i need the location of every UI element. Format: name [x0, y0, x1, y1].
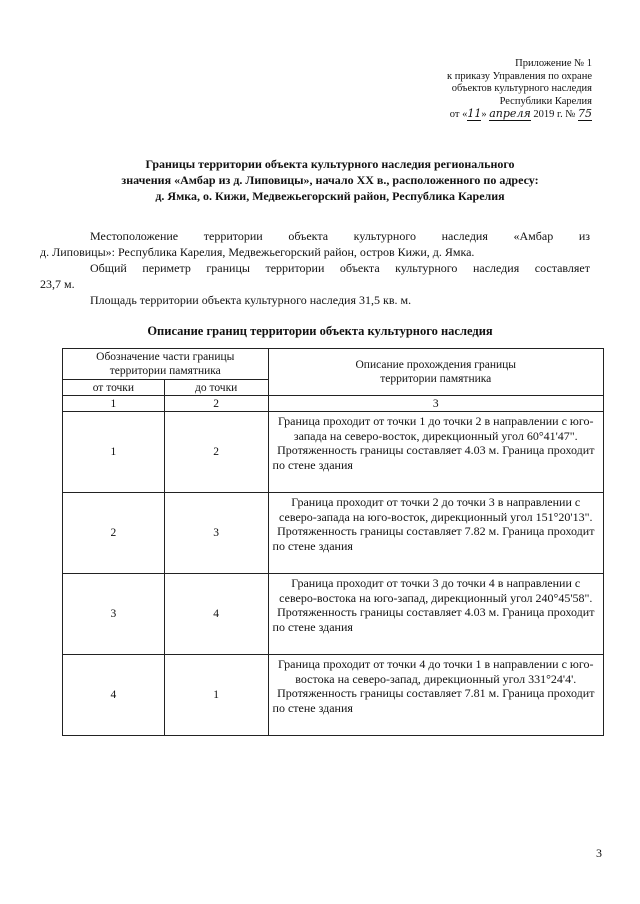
row-from-point: 3 [63, 574, 165, 655]
row-from-point: 2 [63, 493, 165, 574]
perimeter-line-2: 23,7 м. [40, 277, 75, 291]
appendix-line-3: объектов культурного наследия [451, 83, 592, 94]
row-from-point: 4 [63, 655, 165, 736]
appendix-line-2: к приказу Управления по охране [447, 70, 592, 82]
title-line-1: Границы территории объекта культурного наследия регионального [145, 157, 515, 171]
document-title [100, 156, 560, 204]
appendix-date-line [352, 108, 592, 122]
row-description: Граница проходит от точки 3 до точки 4 в направлении с северо-востока на юго-запад, дирекционный угол 240°45'58". Протяженность границы составляет 4.03 м. Граница проходит по стене здания [268, 574, 603, 655]
boundary-table [62, 348, 604, 736]
col-number-3: 3 [268, 396, 603, 412]
title-line-2: значения «Амбар из д. Липовицы», начало XX в., расположенного по адресу: [121, 173, 539, 187]
table-row [63, 412, 604, 493]
row-description: Граница проходит от точки 2 до точки 3 в направлении с северо-запада на юго-восток, дирекционный угол 151°20'13". Протяженность границы составляет 7.82 м. Граница проходит по стене здания [268, 493, 603, 574]
header-part-designation: Обозначение части границы территории памятника [63, 349, 269, 380]
appendix-header [352, 58, 592, 122]
header-to-point: до точки [164, 380, 268, 396]
row-from-point: 1 [63, 412, 165, 493]
date-month: апреля [489, 107, 531, 120]
appendix-line-4: Республики Карелия [499, 95, 592, 107]
row-to-point: 4 [164, 574, 268, 655]
header-from-point: от точки [63, 380, 165, 396]
header-description: Описание прохождения границы территории памятника [268, 349, 603, 396]
page-number: 3 [596, 846, 602, 860]
appendix-line-1: Приложение № 1 [515, 58, 592, 69]
table-row [63, 655, 604, 736]
section-title: Описание границ территории объекта культурного наследия [147, 324, 493, 338]
table-row [63, 493, 604, 574]
col-number-1: 1 [63, 396, 165, 412]
date-year: 2019 г. № [530, 109, 578, 120]
date-mid: » [481, 109, 490, 120]
row-description: Граница проходит от точки 1 до точки 2 в направлении с юго-запада на северо-восток, дирекционный угол 60°41'47". Протяженность границы составляет 4.03 м. Граница проходит по стене здания [268, 412, 603, 493]
col-number-2: 2 [164, 396, 268, 412]
table-row [63, 574, 604, 655]
date-prefix: от « [449, 109, 468, 120]
area-line: Площадь территории объекта культурного наследия 31,5 кв. м. [90, 293, 412, 307]
row-to-point: 3 [164, 493, 268, 574]
location-line-2: д. Липовицы»: Республика Карелия, Медвежьегорский район, остров Кижи, д. Ямка. [40, 245, 475, 259]
row-to-point: 1 [164, 655, 268, 736]
order-number: 75 [578, 107, 592, 120]
perimeter-line-1: Общий периметр границы территории объекта культурного наследия составляет [90, 261, 590, 275]
title-line-3: д. Ямка, о. Кижи, Медвежьегорский район, Республика Карелия [155, 189, 505, 203]
location-line-1: Местоположение территории объекта культурного наследия «Амбар из [90, 229, 590, 243]
row-description: Граница проходит от точки 4 до точки 1 в направлении с юго-востока на северо-запад, дирекционный угол 331°24'4'. Протяженность границы составляет 7.81 м. Граница проходит по стене здания [268, 655, 603, 736]
date-day: 11 [467, 107, 482, 120]
row-to-point: 2 [164, 412, 268, 493]
